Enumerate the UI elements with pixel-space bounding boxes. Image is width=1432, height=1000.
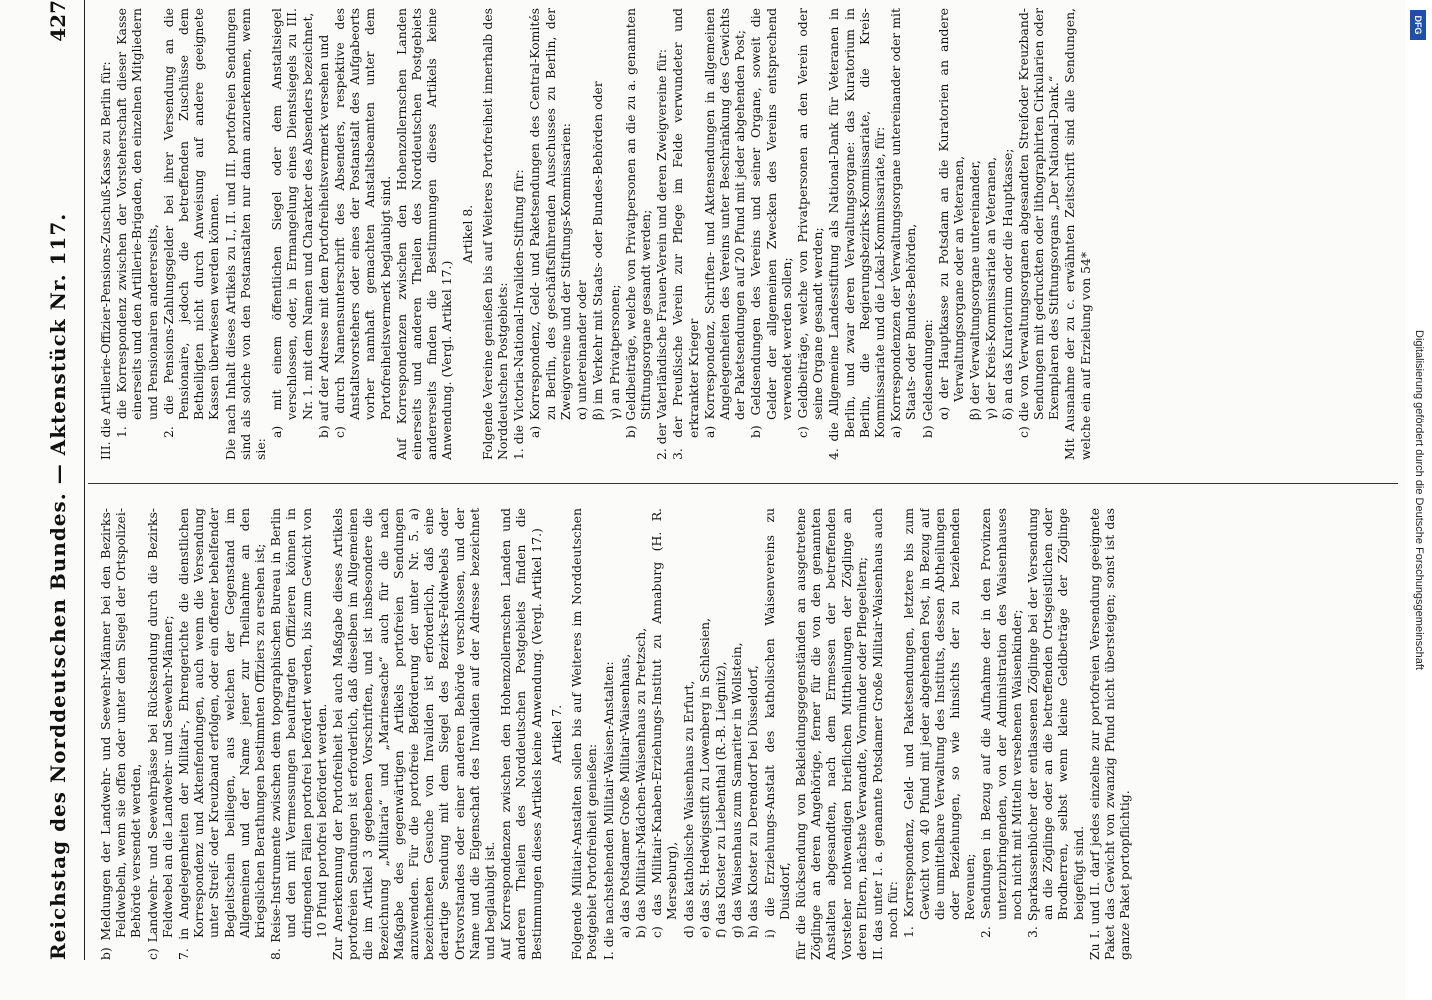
paragraph: b) Meldungen der Landwehr- und Seewehr-Männer bei den Bezirks-Feldwebeln, wenn sie offen oder unter dem Siegel der Ortspolizei-Behörde versendet werden, <box>98 508 144 960</box>
paragraph: Zu I. und II. darf jedes einzelne zur portofreien Versendung geeignete Paket das Gewicht von zwanzig Pfund nicht übersteigen; sonst ist das ganze Paket portopflichtig. <box>1086 508 1133 960</box>
paragraph: a) Korrespondenzen der Verwaltungsorgane untereinander oder mit Staats- oder Bundes-Behörden, <box>888 8 919 438</box>
paragraph: 2. Sendungen in Bezug auf die Aufnahme der in den Provinzen unterzubringenden, von der Administration des Waisenhauses noch nicht mit Mitteln versehenen Waisenkinder; <box>978 508 1024 938</box>
paragraph: 3. Sparkassenbücher der entlassenen Zöglinge bei der Versendung an die Zöglinge oder an die betreffenden Ortsgeistlichen oder Brodherren, selbst wenn kleine Geldbeträge der Zöglinge beigefügt sind. <box>1024 508 1086 938</box>
paragraph: 4. die Allgemeine Landesstiftung als National-Dank für Veteranen in Berlin, und zwar deren Verwaltungsorgane: das Kuratorium in Berlin, die Regierungsbezirks-Kommissariate, die Kreis-Kommissariate und die Lokal-Kommissariate, für: <box>826 8 887 460</box>
paragraph: d) das katholische Waisenhaus zu Erfurt, <box>680 680 696 938</box>
paragraph: 2. die Pensions-Zahlungsgelder bei ihrer Versendung an die Pensionaire, jedoch die betreffenden Zuschüsse dem Betheiligten nicht durch Anweisung auf andere geeignete Kassen überwiesen werden können. <box>160 8 222 438</box>
paragraph: Folgende Vereine genießen bis auf Weiteres Portofreiheit innerhalb des Norddeutschen Postgebiets: <box>479 8 511 460</box>
column-divider <box>88 483 1398 484</box>
paragraph: b) das Militair-Mädchen-Waisenhaus zu Pretzsch, <box>632 627 648 938</box>
paragraph: β) der Verwaltungsorgane untereinander, <box>967 160 983 420</box>
digitization-credit <box>1405 0 1432 1000</box>
paragraph: β) im Verkehr mit Staats- oder Bundes-Behörden oder <box>590 81 606 420</box>
paragraph: I. die nachstehenden Militair-Waisen-Anstalten: <box>600 661 616 960</box>
paragraph: Mit Ausnahme der zu c. erwähnten Zeitschrift sind alle Sendungen, welche ein auf Erzielung von 54* <box>1062 8 1093 460</box>
paragraph: 1. die Victoria-National-Invaliden-Stiftung für: <box>511 169 527 460</box>
paragraph: a) mit einem öffentlichen Siegel oder dem Anstaltsiegel verschlossen, oder, in Ermangelung eines Dienstsiegels zu III. Nr. 1. mit dem Namen und Charakter des Absenders bezeichnet, <box>269 8 315 438</box>
paragraph: b) auf der Adresse mit dem Portofreiheitsvermerk versehen und <box>315 34 331 438</box>
paragraph: γ) an Privatpersonen; <box>606 284 622 420</box>
paragraph: a) Korrespondenz, Schriften- und Aktensendungen in allgemeinen Angelegenheiten des Vereins unter Beschränkung des Gewichts der Paketsendungen auf 20 Pfund mit jeder abgehenden Post; <box>701 8 748 438</box>
paragraph: Zur Anerkennung der Portofreiheit bei auch Maßgabe dieses Artikels portofreien Sendungen ist erforderlich, daß dieselben im Allgemeinen die im Artikel 3 gegebenen Vorschriften, und ist insbesondere die Bezeichnung „Militaria“ und „Marinesache“ auch für die nach Maßgabe des gegenwärtigen Artikels portofreien Sendungen anzuwenden. Für die portofreie Beförderung der unter Nr. 5. a) bezeichneten Gesuche von Invaliden ist erforderlich, daß eine derartige Sendung mit dem Siegel des Bezirks-Feldwebels oder Ortsvorstandes oder einer anderen Behörde verschlossen, und der Name und die Eigenschaft des Invaliden auf der Adresse bezeichnet und beglaubigt ist. <box>330 508 498 960</box>
right-column <box>98 8 1398 460</box>
paragraph: 1. die Korrespondenz zwischen der Vorsteherschaft dieser Kasse einerseits und den Artillerie-Brigaden, den einzelnen Mitgliedern und Pensionairen andererseits, <box>114 8 160 438</box>
paragraph: α) der Hauptkasse zu Potsdam an die Kuratorien an andere Verwaltungsorgane oder an Veteranen, <box>935 8 966 420</box>
paragraph: f) das Kloster zu Liebenthal (R.-B. Liegnitz), <box>712 661 728 938</box>
paragraph: a) das Potsdamer Große Militair-Waisenhaus, <box>616 653 632 938</box>
paragraph: g) das Waisenhaus zum Samariter in Wollstein, <box>729 642 745 938</box>
paragraph: a) Korrespondenz, Geld- und Paketsendungen des Central-Komités zu Berlin, des geschäftsführenden Ausschusses zu Berlin, der Zweigvereine und der Stiftungs-Kommissarien: <box>527 8 573 438</box>
left-column <box>98 508 1398 960</box>
paragraph: b) Geldsendungen des Vereins und seiner Organe, soweit die Gelder der allgemeinen Zwecken des Vereins entsprechend verwendet werden sollen; <box>748 8 794 438</box>
paragraph: 3. der Preußische Verein zur Pflege im Felde verwundeter und erkrankter Krieger <box>670 8 701 460</box>
paragraph: c) das Militair-Knaben-Erziehungs-Institut zu Annaburg (H. R. Merseburg), <box>649 508 680 938</box>
paragraph: c) Landwehr- und Seewehrpässe bei Rücksendung durch die Bezirks-Feldwebel an die Landwehr- und Seewehr-Männer; <box>144 508 175 960</box>
article-heading: Artikel 8. <box>459 204 475 264</box>
dfg-logo <box>1410 10 1426 40</box>
paragraph: Die nach Inhalt dieses Artikels zu I., II. und III. portofreien Sendungen sind als solche von den Postanstalten nur dann anzuerkennen, wenn sie: <box>222 8 269 460</box>
paragraph: 7. in Angelegenheiten der Militair-, Ehrengerichte die dienstlichen Korrespondenz und Aktenfendungen, auch wenn die Versendung unter Streif- oder Kreuzband erfolgen, oder ein offener behelfender Begleitschein beiliegen, aus welchen der Gegenstand im Allgemeinen und der Name jener zur Theilnahme an den kriegslichen Berathungen bestimmten Offiziers zu ersehen ist; <box>176 508 268 960</box>
paragraph: c) durch Namensunterschrift des Absenders, respektive des Anstaltsvorstehers oder eines der Postanstalt des Aufgabeorts vorher namhaft gemachten Anstaltsbeamten unter dem Portofreiheitsvermerk beglaubigt sind. <box>332 8 393 438</box>
paragraph: α) untereinander oder <box>574 280 590 420</box>
rotated-text-page <box>40 0 1420 960</box>
paragraph: II. das unter I. a. genannte Potsdamer Große Militair-Waisenhaus auch noch für: <box>869 508 901 960</box>
paragraph: i) die Erziehungs-Anstalt des katholischen Waisenvereins zu Duisdorf, <box>761 508 792 938</box>
paragraph: c) Geldbeiträge, welche von Privatpersonen an den Verein oder seine Organe gesandt werden; <box>794 8 826 438</box>
paragraph: b) Geldbeiträge, welche von Privatpersonen an die zu a. genannten Stiftungsorgane gesandt werden; <box>622 8 653 438</box>
page-number: 427 <box>46 0 70 42</box>
paragraph: Folgende Militair-Anstalten sollen bis auf Weiteres im Norddeutschen Postgebiet Portofreiheit genießen: <box>569 508 600 960</box>
paragraph: γ) der Kreis-Kommissariate an Veteranen, <box>983 156 999 420</box>
paragraph: Auf Korrespondenzen zwischen den Hohenzollernschen Landen und anderen Theilen des Norddeutschen Postgebiets finden die Bestimmungen dieses Artikels keine Anwendung. (Vergl. Artikel 17.) <box>498 508 544 960</box>
paragraph: für die Rücksendung von Bekleidungsgegenständen an ausgetretene Zöglinge an deren Angehörige, ferner für die von den genannten Anstalten abgesandten, nach dem Ermessen der betreffenden Vorsteher nothwendigen brieflichen Mittheilungen der Zöglinge an deren Eltern, nächste Verwandte, Vormünder oder Pflegeeltern; <box>792 508 869 960</box>
credit-text: Digitalisierung gefördert durch die Deutsche Forschungsgemeinschaft <box>1413 330 1425 670</box>
paragraph: 2. der Vaterländische Frauen-Verein und deren Zweigvereine für: <box>654 48 670 460</box>
page-header-title: Reichstag des Norddeutschen Bundes. — Aktenstück Nr. 117. <box>46 212 70 960</box>
paragraph: 1. Korrespondenz, Geld- und Paketsendungen, letztere bis zum Gewicht von 40 Pfund mit jeder abgehenden Post, in Bezug auf die unmittelbare Verwaltung des Instituts, dessen Abtheilungen oder Beziehungen, so wie hinsichts der zu beziehenden Revenuen; <box>901 508 978 938</box>
paragraph: 8. Reise-Instrumente zwischen dem topographischen Bureau in Berlin und den mit Vermessungen beauftragten Offizieren können in dringenden Fällen portofrei befördert werden, bis zum Gewicht von 10 Pfund portofrei befördert werden. <box>268 508 329 960</box>
dfg-logo-text: DFG <box>1413 15 1423 35</box>
paragraph: b) Geldsendungen: <box>919 319 935 438</box>
paragraph: III. die Artillerie-Offizier-Pensions-Zuschuß-Kasse zu Berlin für: <box>98 61 113 460</box>
article-heading: Artikel 7. <box>548 704 564 764</box>
paragraph: c) die von Verwaltungsorganen abgesandten Streifoder Kreuzband-Sendungen mit gedruckten oder lithographirten Cirkularien oder Exemplaren des Stiftungsorgans „Der National-Dank.“ <box>1015 8 1062 438</box>
running-header <box>40 0 85 960</box>
paragraph: δ) an das Kuratorium oder die Hauptkasse; <box>999 148 1015 420</box>
paragraph: e) das St. Hedwigsstift zu Lowenberg in Schlesien, <box>696 617 712 938</box>
paragraph: h) das Kloster zu Derendorf bei Düsseldorf, <box>745 665 761 938</box>
paragraph: Auf Korrespondenzen zwischen den Hohenzollernschen Landen einerseits und anderen Theilen des Norddeutschen Postgebiets andererseits finden die Bestimmungen dieses Artikels keine Anwendung. (Vergl. Artikel 17.) <box>393 8 455 460</box>
